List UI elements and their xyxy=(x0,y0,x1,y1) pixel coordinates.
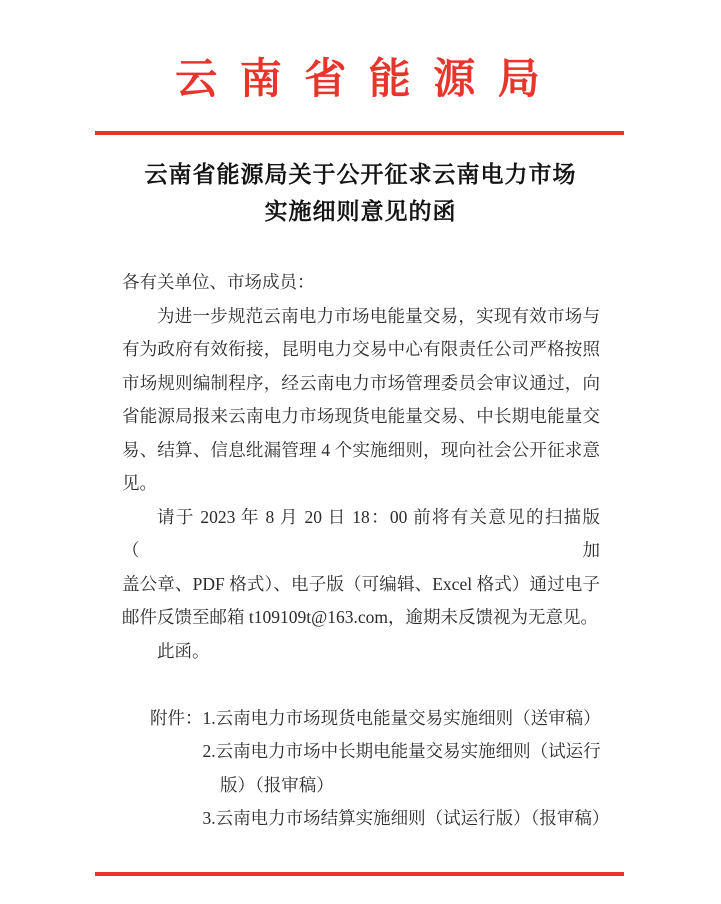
body-line: 为进一步规范云南电力市场电能量交易，实现有效市场与 xyxy=(157,305,600,326)
paragraph-1 xyxy=(122,300,600,501)
footer-divider xyxy=(95,872,624,876)
closing-line: 此函。 xyxy=(157,640,210,661)
attachment-item-1: 1.云南电力市场现货电能量交易实施细则（送审稿） xyxy=(202,707,601,728)
body-line: 见。 xyxy=(122,473,157,493)
paragraph-2 xyxy=(122,501,600,635)
document-title xyxy=(0,156,721,230)
body-line: 请于 2023 年 8 月 20 日 18：00 前将有关意见的扫描版（加 xyxy=(122,506,600,560)
attachment-label: 附件： xyxy=(150,707,203,728)
body-line: 邮件反馈至邮箱 t109109t@163.com，逾期未反馈视为无意见。 xyxy=(122,607,598,627)
attachment-item-continuation: 版）（报审稿） xyxy=(220,774,334,795)
letter-body xyxy=(122,266,600,668)
attachment-item: 2.云南电力市场中长期电能量交易实施细则（试运行 xyxy=(202,741,601,761)
document-title-line-2: 实施细则意见的函 xyxy=(264,199,457,224)
document-title-line-1: 云南省能源局关于公开征求云南电力市场 xyxy=(144,162,577,187)
attachment-list xyxy=(150,702,721,836)
letterhead-divider xyxy=(95,131,624,135)
body-line: 盖公章、PDF 格式）、电子版（可编辑、Excel 格式）通过电子 xyxy=(122,573,600,594)
agency-letterhead: 云 南 省 能 源 局 xyxy=(175,57,546,103)
body-line: 易、结算、信息纰漏管理 4 个实施细则，现向社会公开征求意 xyxy=(122,439,600,460)
attachment-item: 3.云南电力市场结算实施细则（试运行版）（报审稿） xyxy=(202,808,610,828)
attachment-item xyxy=(150,702,721,736)
body-line: 省能源局报来云南电力市场现货电能量交易、中长期电能量交 xyxy=(122,406,600,426)
body-line: 有为政府有效衔接，昆明电力交易中心有限责任公司严格按照 xyxy=(122,339,600,359)
salutation: 各有关单位、市场成员： xyxy=(122,272,315,292)
body-line: 市场规则编制程序，经云南电力市场管理委员会审议通过，向 xyxy=(122,372,600,393)
